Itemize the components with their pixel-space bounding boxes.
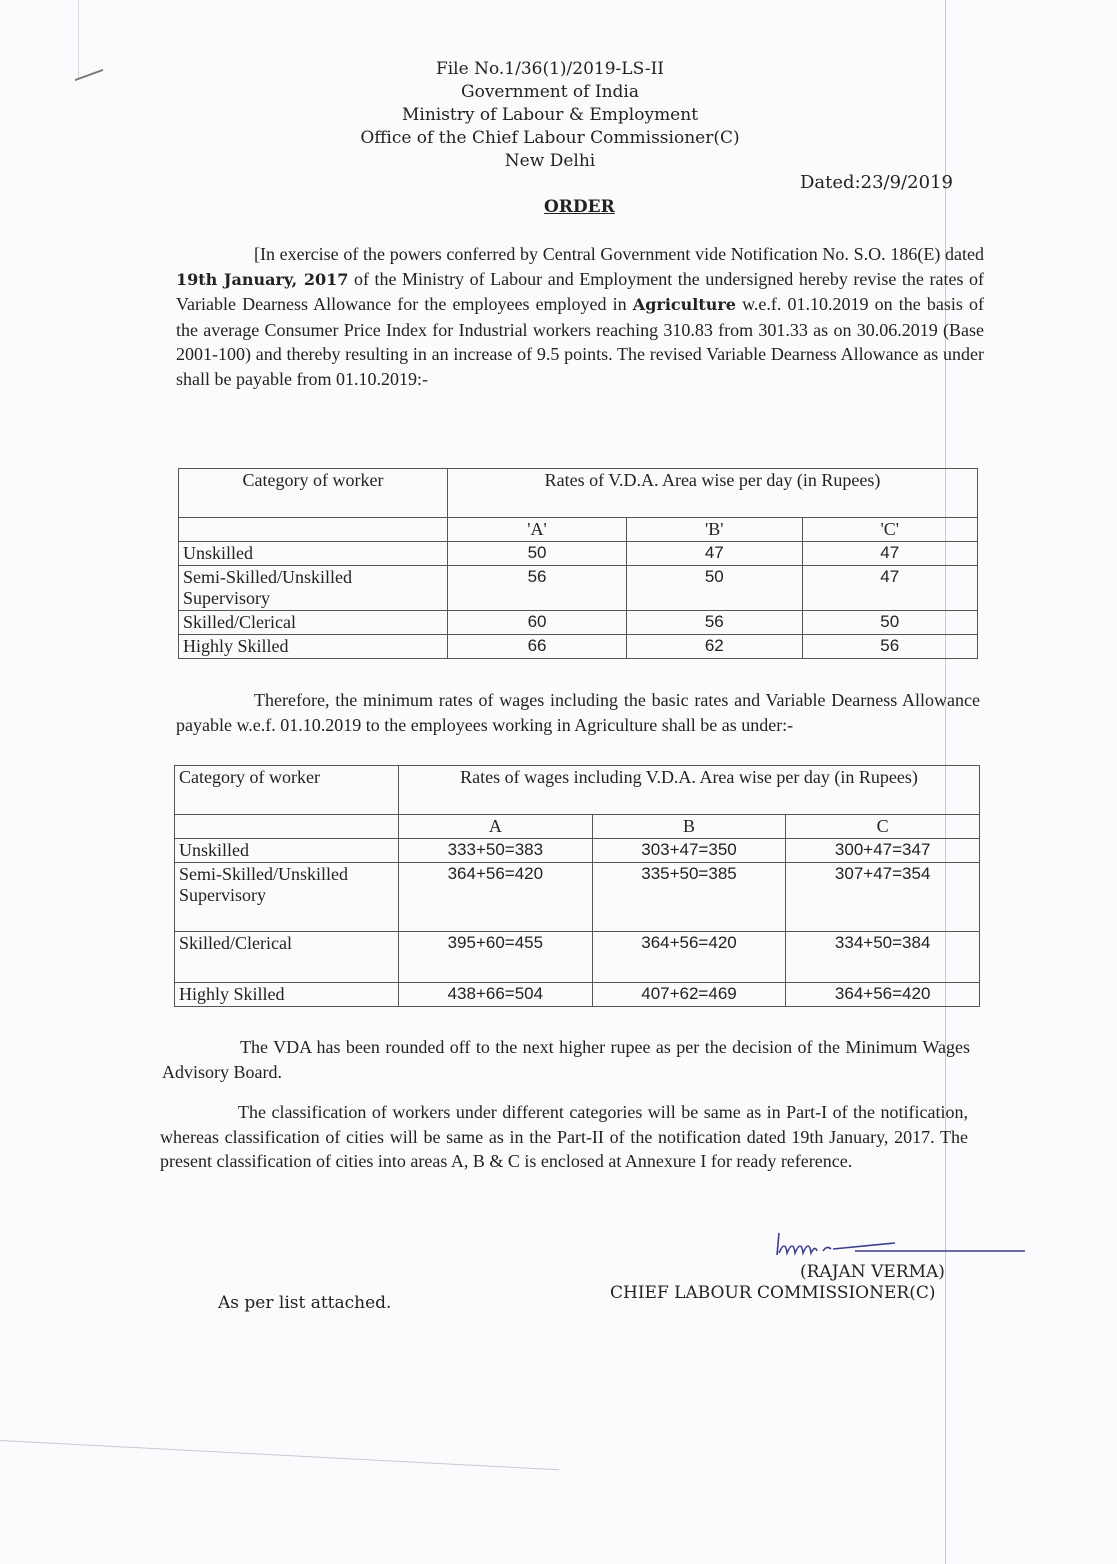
classification-text: The classification of workers under different categories will be same as in Part-I of the notification, whereas classification of cities will be same as in the Part-II of the notification dated 19th January, 2017. The present classification of cities into areas A, B & C is enclosed at Annexure I for ready reference.: [160, 1102, 968, 1171]
table-row: [175, 839, 980, 863]
category-cell: Semi-Skilled/Unskilled Supervisory: [179, 566, 448, 611]
value-cell: 50: [627, 566, 802, 611]
table-header-row: [175, 766, 980, 815]
intro-text: of the Ministry of Labour and Employment the undersigned hereby revise the rates of Variable Dearness Allowance for the employees employed in: [176, 268, 984, 314]
header-ministry: Ministry of Labour & Employment: [401, 105, 699, 125]
table-row: [179, 611, 978, 635]
rounding-paragraph: [162, 1035, 970, 1084]
intro-text: [In exercise of the powers conferred by Central Government vide Notification No. S.O. 186(E) dated: [254, 244, 984, 264]
classification-paragraph: [160, 1100, 968, 1174]
value-cell: 303+47=350: [592, 839, 786, 863]
wage-rates-table: [174, 765, 980, 1007]
signatory-designation: CHIEF LABOUR COMMISSIONER(C): [610, 1283, 936, 1303]
value-cell: 335+50=385: [592, 863, 786, 932]
value-cell: 50: [802, 611, 978, 635]
scan-artifact-line: [0, 1440, 559, 1470]
table-header-row: [179, 469, 978, 518]
date-line: Dated:23/9/2019: [800, 172, 953, 193]
header-city: New Delhi: [504, 151, 596, 171]
value-cell: 47: [802, 566, 978, 611]
area-header: A: [399, 815, 593, 839]
table-row: [175, 983, 980, 1007]
table-row: [179, 635, 978, 659]
document-title: ORDER: [544, 197, 615, 217]
category-cell: Skilled/Clerical: [175, 932, 399, 983]
file-number: File No.1/36(1)/2019-LS-II: [435, 59, 665, 79]
column-header: Category of worker: [179, 469, 448, 518]
value-cell: 438+66=504: [399, 983, 593, 1007]
table-row: [179, 566, 978, 611]
value-cell: 47: [802, 542, 978, 566]
value-cell: 47: [627, 542, 802, 566]
column-group-header: Rates of V.D.A. Area wise per day (in Rupees): [448, 469, 978, 518]
value-cell: 364+56=420: [399, 863, 593, 932]
header-government: Government of India: [461, 82, 639, 102]
signature: [775, 1225, 1035, 1265]
column-group-header: Rates of wages including V.D.A. Area wise per day (in Rupees): [399, 766, 980, 815]
value-cell: 395+60=455: [399, 932, 593, 983]
value-cell: 60: [448, 611, 627, 635]
category-cell: Semi-Skilled/Unskilled Supervisory: [175, 863, 399, 932]
category-cell: Unskilled: [175, 839, 399, 863]
value-cell: 66: [448, 635, 627, 659]
area-header: C: [786, 815, 980, 839]
category-cell: Unskilled: [179, 542, 448, 566]
intro-text: w.e.f. 01.10.2019 on the basis of the average Consumer Price Index for Industrial workers reaching 310.83 from 301.33 as on 30.06.2019 (Base 2001-100) and thereby resulting in an increase of 9.5 points. The revised Variable Dearness Allowance as under shall be payable from 01.10.2019:-: [176, 294, 984, 389]
area-header-row: [179, 518, 978, 542]
intro-paragraph: [176, 242, 984, 391]
value-cell: 300+47=347: [786, 839, 980, 863]
value-cell: 56: [448, 566, 627, 611]
value-cell: 334+50=384: [786, 932, 980, 983]
value-cell: 50: [448, 542, 627, 566]
signatory-name: (RAJAN VERMA): [800, 1262, 945, 1282]
category-cell: Highly Skilled: [179, 635, 448, 659]
document-header: [340, 58, 760, 173]
value-cell: 364+56=420: [592, 932, 786, 983]
area-header-row: [175, 815, 980, 839]
value-cell: 307+47=354: [786, 863, 980, 932]
rounding-text: The VDA has been rounded off to the next higher rupee as per the decision of the Minimum Wages Advisory Board.: [162, 1037, 970, 1082]
area-header: B: [592, 815, 786, 839]
value-cell: 62: [627, 635, 802, 659]
table-row: [179, 542, 978, 566]
table-row: [175, 863, 980, 932]
area-header: 'C': [802, 518, 978, 542]
header-office: Office of the Chief Labour Commissioner(C): [360, 128, 740, 148]
value-cell: 56: [802, 635, 978, 659]
value-cell: 364+56=420: [786, 983, 980, 1007]
sector-name: Agriculture: [632, 295, 736, 314]
area-header: 'B': [627, 518, 802, 542]
value-cell: 333+50=383: [399, 839, 593, 863]
category-cell: Skilled/Clerical: [179, 611, 448, 635]
category-cell: Highly Skilled: [175, 983, 399, 1007]
column-header: Category of worker: [175, 766, 399, 815]
value-cell: 56: [627, 611, 802, 635]
table-row: [175, 932, 980, 983]
distribution-note: As per list attached.: [218, 1293, 392, 1313]
wages-text: Therefore, the minimum rates of wages including the basic rates and Variable Dearness Allowance payable w.e.f. 01.10.2019 to the employees working in Agriculture shall be as under:-: [176, 690, 980, 735]
vda-rates-table: [178, 468, 978, 659]
wages-paragraph: [176, 688, 980, 737]
area-header: 'A': [448, 518, 627, 542]
notification-date: 19th January, 2017: [176, 269, 349, 289]
value-cell: 407+62=469: [592, 983, 786, 1007]
